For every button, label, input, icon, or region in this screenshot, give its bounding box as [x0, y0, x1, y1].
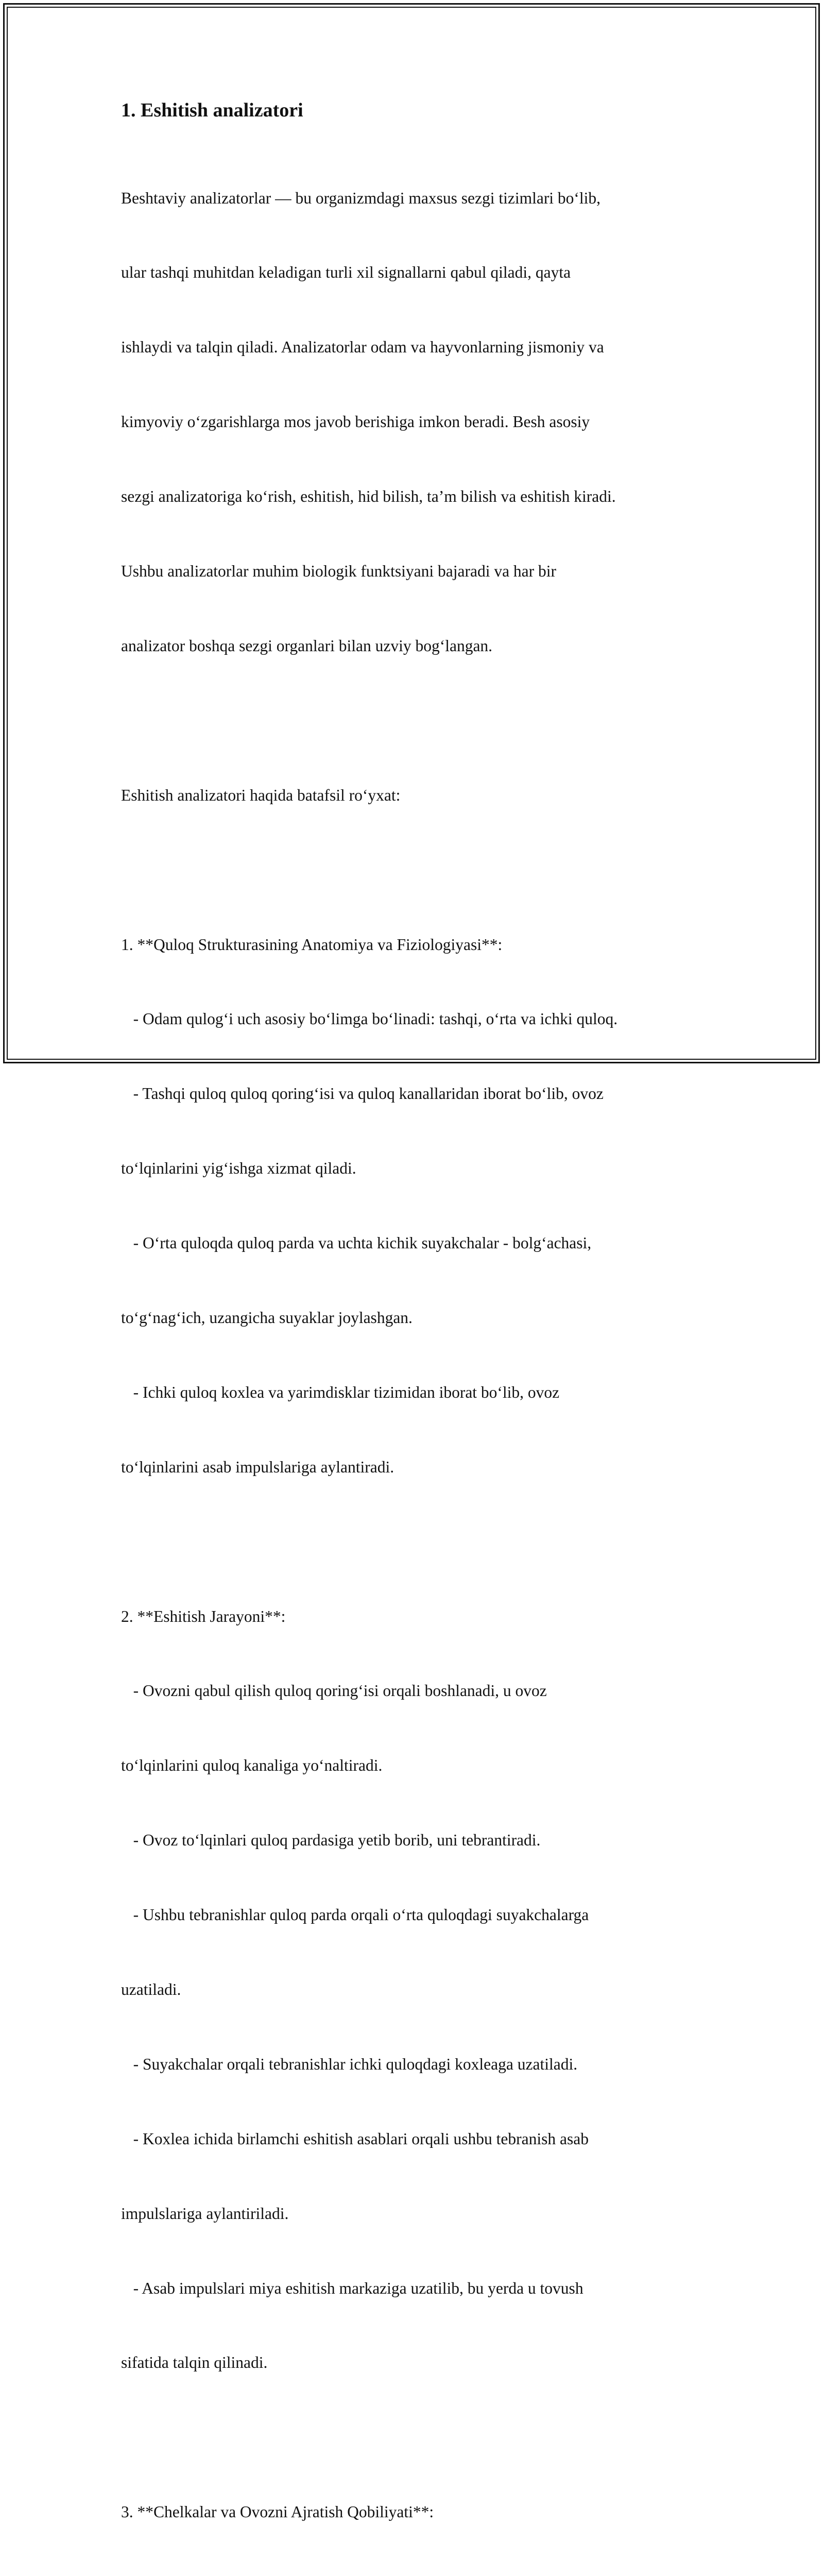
- list-intro-text: Eshitish analizatori haqida batafsil ro‘yxat:: [121, 786, 401, 804]
- section-line: - Suyakchalar orqali tebranishlar ichki quloqdagi koxleaga uzatiladi.: [121, 2055, 578, 2073]
- blank-line: [121, 1530, 718, 1554]
- section-hearing-process: [121, 1554, 718, 2425]
- document-title: 1. Eshitish analizatori: [121, 99, 303, 121]
- section-line: sifatida talqin qilinadi.: [121, 2353, 268, 2372]
- section-line: - Ushbu tebranishlar quloq parda orqali o‘rta quloqdagi suyakchalarga: [121, 1906, 589, 1924]
- section-line: - O‘rta quloqda quloq parda va uchta kichik suyakchalar - bolg‘achasi,: [121, 1234, 592, 1252]
- document-body: [121, 96, 718, 2576]
- blank-line: [121, 858, 718, 883]
- section-frequency-range: [121, 2450, 718, 2576]
- blank-line: [121, 708, 718, 733]
- intro-line: sezgi analizatoriga ko‘rish, eshitish, hid bilish, ta’m bilish va eshitish kiradi.: [121, 487, 616, 506]
- intro-line: ishlaydi va talqin qiladi. Analizatorlar odam va hayvonlarning jismoniy va: [121, 338, 604, 357]
- section-line: to‘g‘nag‘ich, uzangicha suyaklar joylashgan.: [121, 1308, 413, 1327]
- intro-line: Beshtaviy analizatorlar — bu organizmdagi maxsus sezgi tizimlari bo‘lib,: [121, 189, 601, 207]
- section-line: - Ovoz to‘lqinlari quloq pardasiga yetib borib, uni tebrantiradi.: [121, 1831, 541, 1850]
- intro-line: ular tashqi muhitdan keladigan turli xil signallarni qabul qiladi, qayta: [121, 263, 571, 282]
- section-heading: 2. **Eshitish Jarayoni**:: [121, 1607, 286, 1625]
- section-line: to‘lqinlarini asab impulslariga aylantiradi.: [121, 1458, 394, 1476]
- intro-line: analizator boshqa sezgi organlari bilan uzviy bog‘langan.: [121, 636, 493, 655]
- intro-line: Ushbu analizatorlar muhim biologik funktsiyani bajaradi va har bir: [121, 562, 557, 581]
- section-line: - Odam qulog‘i uch asosiy bo‘limga bo‘linadi: tashqi, o‘rta va ichki quloq.: [121, 1010, 618, 1028]
- section-line: - Tashqi quloq quloq qoring‘isi va quloq kanallaridan iborat bo‘lib, ovoz: [121, 1084, 604, 1103]
- section-line: - Asab impulslari miya eshitish markaziga uzatilib, bu yerda u tovush: [121, 2279, 583, 2297]
- intro-paragraph: [121, 136, 718, 708]
- section-line: - Ichki quloq koxlea va yarimdisklar tizimidan iborat bo‘lib, ovoz: [121, 1383, 560, 1401]
- blank-line: [121, 2425, 718, 2450]
- section-anatomy: [121, 883, 718, 1530]
- section-line: impulslariga aylantiriladi.: [121, 2204, 289, 2223]
- section-line: - Koxlea ichida birlamchi eshitish asablari orqali ushbu tebranish asab: [121, 2129, 589, 2148]
- section-line: - Ovozni qabul qilish quloq qoring‘isi orqali boshlanadi, u ovoz: [121, 1682, 547, 1700]
- intro-line: kimyoviy o‘zgarishlarga mos javob berishiga imkon beradi. Besh asosiy: [121, 413, 590, 431]
- section-heading: 1. **Quloq Strukturasining Anatomiya va Fiziologiyasi**:: [121, 935, 503, 954]
- section-line: to‘lqinlarini yig‘ishga xizmat qiladi.: [121, 1159, 356, 1178]
- list-intro: [121, 733, 718, 857]
- section-line: uzatiladi.: [121, 1980, 181, 1998]
- section-line: to‘lqinlarini quloq kanaliga yo‘naltiradi.: [121, 1756, 383, 1775]
- section-heading: 3. **Chelkalar va Ovozni Ajratish Qobiliyati**:: [121, 2503, 434, 2521]
